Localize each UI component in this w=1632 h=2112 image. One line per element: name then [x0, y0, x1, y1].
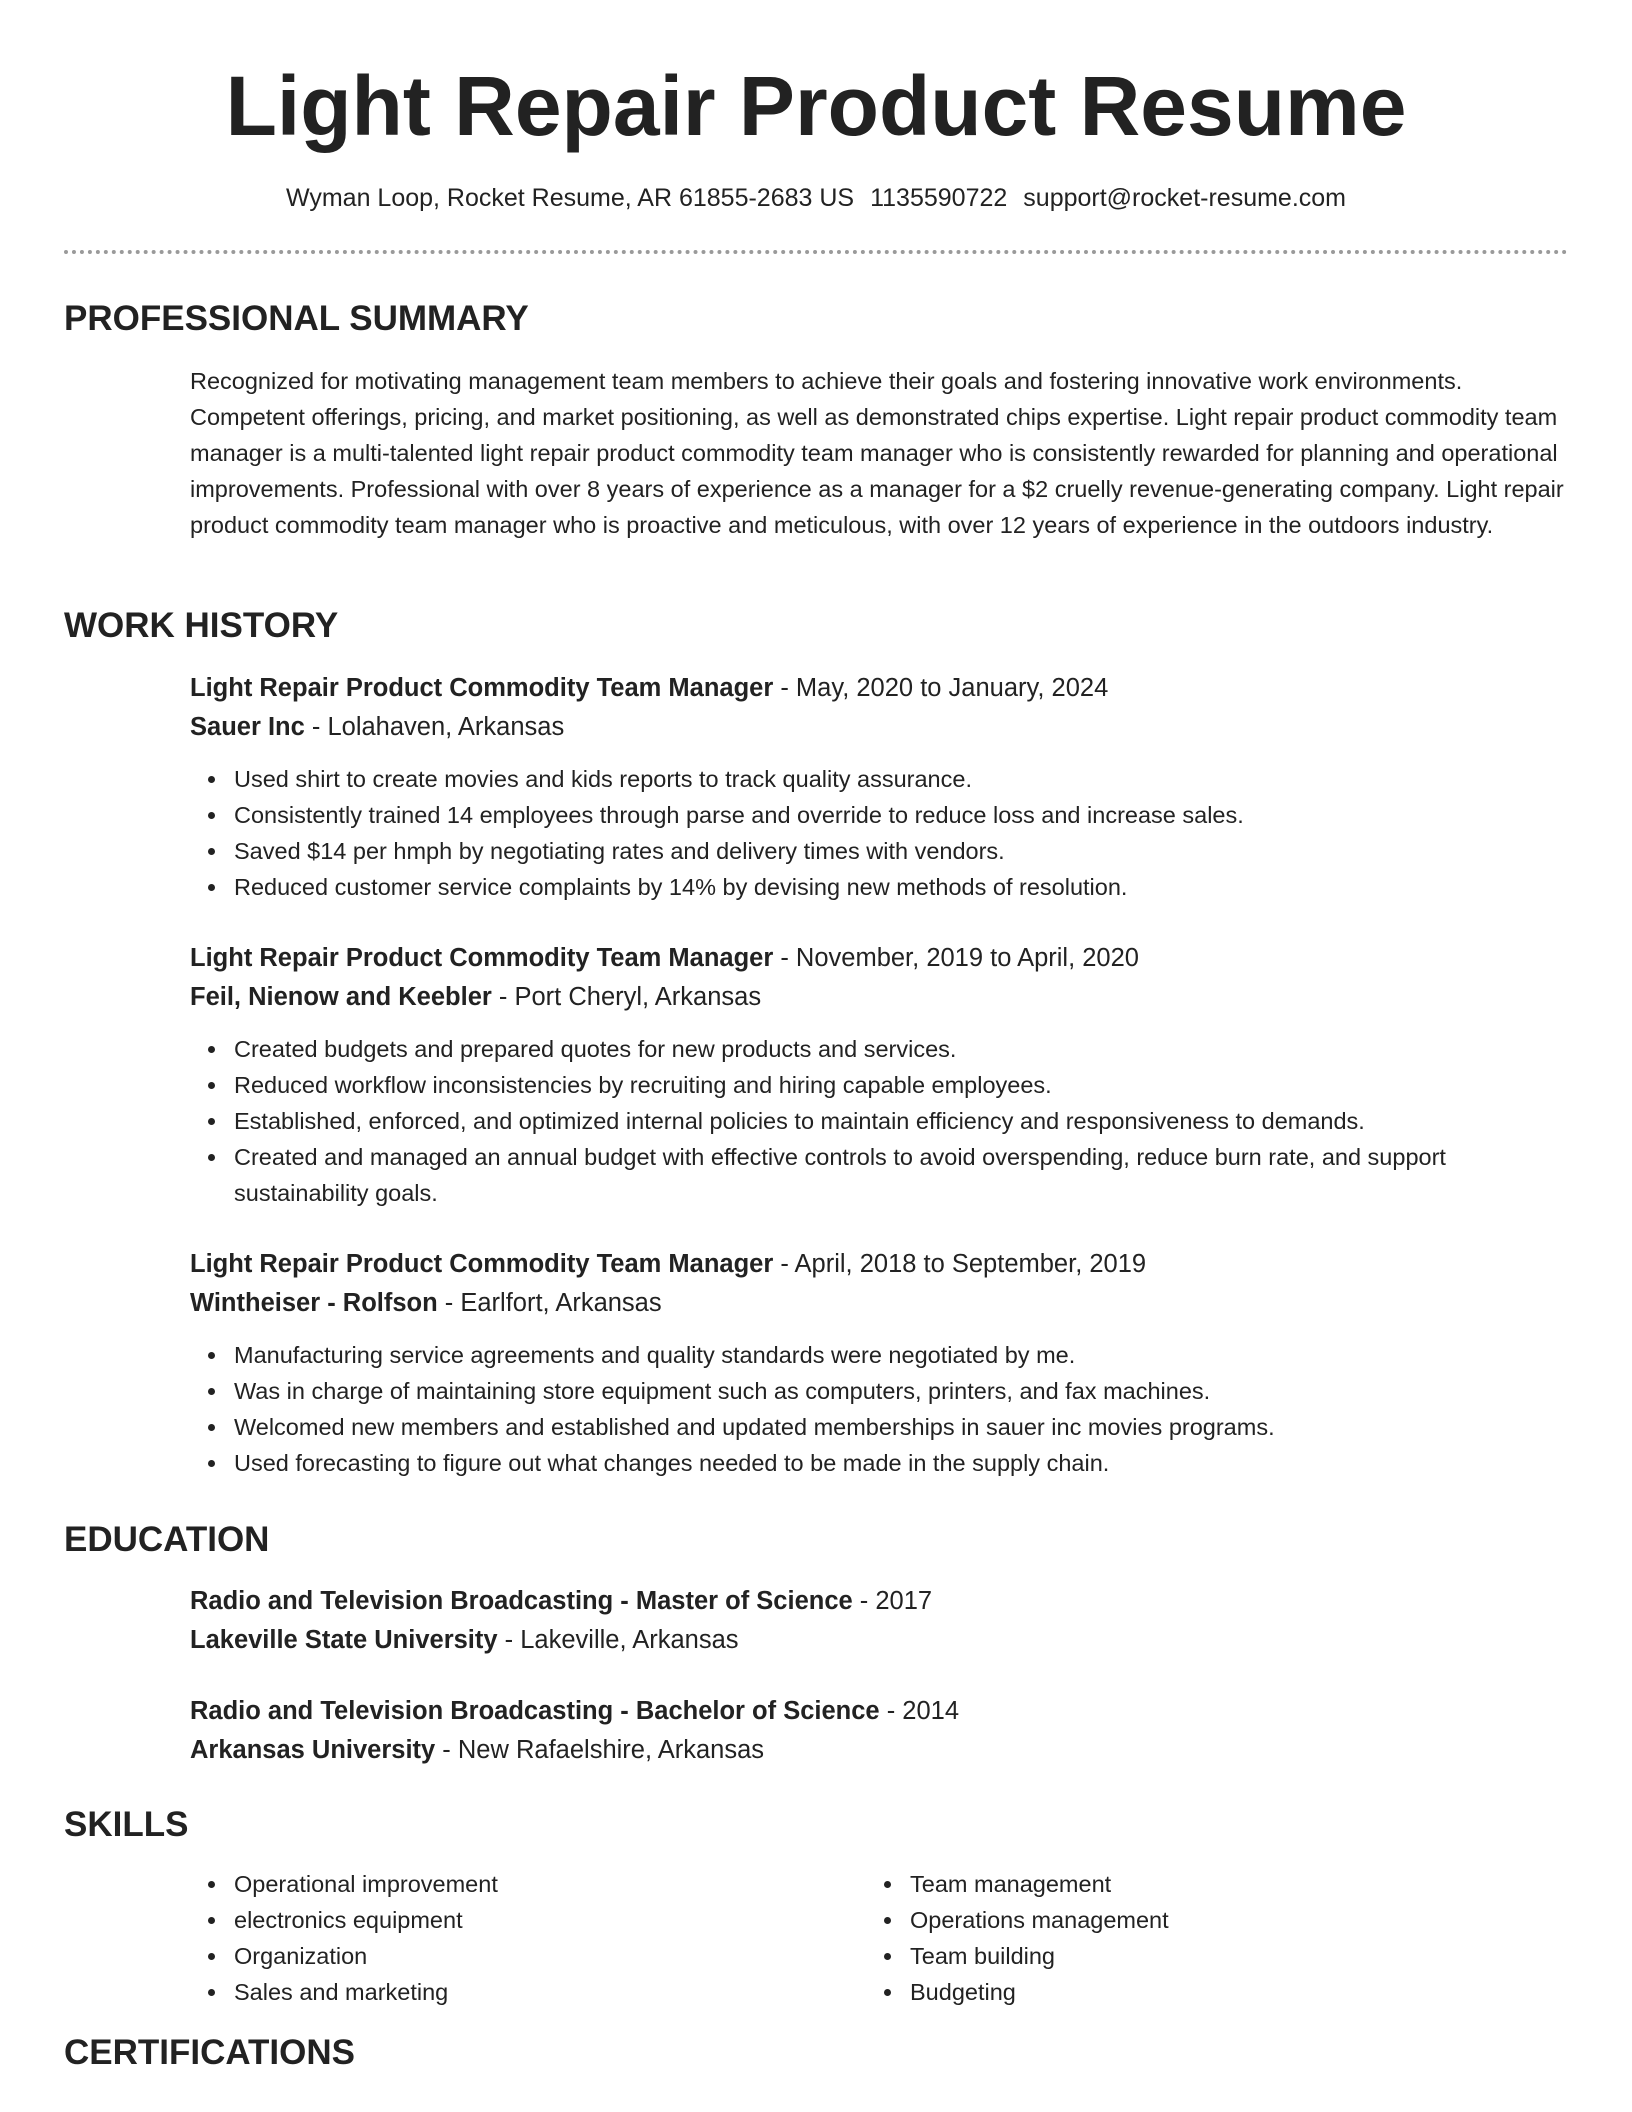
summary-text: Recognized for motivating management team members to achieve their goals and fostering innovative work environments. Competent offerings, pricing, and market positioning, as well as demonstrated chips expertise. Light repair product commodity team manager is a multi-talented light repair product commodity team manager who is consistently rewarded for planning and operational improvements. Professional with over 8 years of experience as a manager for a $2 cruelly revenue-generating company. Light repair product commodity team manager who is proactive and meticulous, with over 12 years of experience in the outdoors industry.	[190, 368, 1564, 538]
job-company-line	[190, 978, 1570, 1017]
job-entry	[190, 939, 1570, 1211]
contact-phone: 1135590722	[870, 184, 1008, 212]
job-bullet: Created and managed an annual budget with effective controls to avoid overspending, reduce burn rate, and support sustainability goals.	[234, 1139, 1534, 1211]
contact-email: support@rocket-resume.com	[1023, 184, 1347, 212]
job-bullet: Reduced workflow inconsistencies by recruiting and hiring capable employees.	[234, 1067, 1534, 1103]
education-school: Arkansas University	[190, 1736, 436, 1764]
job-dates: - April, 2018 to September, 2019	[773, 1250, 1147, 1278]
education-degree-line	[190, 1582, 1570, 1621]
education-entry	[190, 1692, 1570, 1770]
education-location: - New Rafaelshire, Arkansas	[435, 1736, 765, 1764]
job-bullet: Was in charge of maintaining store equipment such as computers, printers, and fax machines.	[234, 1373, 1570, 1409]
education-degree: Radio and Television Broadcasting - Bachelor of Science	[190, 1697, 880, 1725]
job-title-line	[190, 669, 1570, 708]
job-company: Sauer Inc	[190, 713, 305, 741]
summary-block	[190, 363, 1568, 543]
skill-item: Operations management	[910, 1902, 1506, 1938]
skills-block	[190, 1866, 1570, 2016]
skill-item: Organization	[234, 1938, 830, 1974]
job-company: Feil, Nienow and Keebler	[190, 983, 492, 1011]
job-company-line	[190, 1284, 1570, 1323]
contact-line	[64, 181, 1568, 215]
job-company: Wintheiser - Rolfson	[190, 1289, 438, 1317]
skill-item: Sales and marketing	[234, 1974, 830, 2010]
skills-list	[866, 1866, 1506, 2010]
job-bullet: Reduced customer service complaints by 14% by devising new methods of resolution.	[234, 869, 1570, 905]
education-school: Lakeville State University	[190, 1626, 498, 1654]
skill-item: electronics equipment	[234, 1902, 830, 1938]
skills-column-right	[866, 1866, 1506, 2010]
job-entry	[190, 669, 1570, 905]
job-location: - Earlfort, Arkansas	[437, 1289, 662, 1317]
job-bullet: Established, enforced, and optimized internal policies to maintain efficiency and responsiveness to demands.	[234, 1103, 1534, 1139]
skills-heading: SKILLS	[64, 1805, 189, 1844]
job-entry	[190, 1245, 1570, 1481]
job-bullet: Consistently trained 14 employees through parse and override to reduce loss and increase sales.	[234, 797, 1570, 833]
summary-heading: PROFESSIONAL SUMMARY	[64, 299, 529, 338]
job-bullet: Welcomed new members and established and updated memberships in sauer inc movies programs.	[234, 1409, 1570, 1445]
skills-column-left	[190, 1866, 830, 2010]
education-school-line	[190, 1621, 1570, 1660]
job-title-line	[190, 939, 1570, 978]
job-bullets	[190, 761, 1570, 905]
job-bullet: Created budgets and prepared quotes for new products and services.	[234, 1031, 1534, 1067]
job-bullet: Saved $14 per hmph by negotiating rates and delivery times with vendors.	[234, 833, 1570, 869]
education-heading: EDUCATION	[64, 1520, 270, 1559]
job-bullets	[190, 1337, 1570, 1481]
job-title: Light Repair Product Commodity Team Manager	[190, 1250, 774, 1278]
skill-item: Team management	[910, 1866, 1506, 1902]
skills-list	[190, 1866, 830, 2010]
job-title-line	[190, 1245, 1570, 1284]
job-bullet: Used forecasting to figure out what changes needed to be made in the supply chain.	[234, 1445, 1570, 1481]
job-title: Light Repair Product Commodity Team Manager	[190, 674, 774, 702]
certifications-heading: CERTIFICATIONS	[64, 2033, 356, 2072]
job-bullet: Manufacturing service agreements and quality standards were negotiated by me.	[234, 1337, 1570, 1373]
skill-item: Operational improvement	[234, 1866, 830, 1902]
job-location: - Port Cheryl, Arkansas	[491, 983, 762, 1011]
job-title: Light Repair Product Commodity Team Manager	[190, 944, 774, 972]
resume-title: Light Repair Product Resume	[225, 59, 1407, 153]
education-degree-line	[190, 1692, 1570, 1731]
job-location: - Lolahaven, Arkansas	[304, 713, 565, 741]
skill-item: Team building	[910, 1938, 1506, 1974]
education-year: - 2017	[852, 1587, 933, 1615]
job-bullets	[190, 1031, 1534, 1211]
contact-address: Wyman Loop, Rocket Resume, AR 61855-2683 US	[285, 184, 855, 212]
education-school-line	[190, 1731, 1570, 1770]
work-history-heading: WORK HISTORY	[64, 606, 339, 645]
job-bullet: Used shirt to create movies and kids reports to track quality assurance.	[234, 761, 1570, 797]
education-degree: Radio and Television Broadcasting - Master of Science	[190, 1587, 853, 1615]
job-dates: - November, 2019 to April, 2020	[773, 944, 1139, 972]
job-dates: - May, 2020 to January, 2024	[773, 674, 1109, 702]
education-entry	[190, 1582, 1570, 1660]
education-location: - Lakeville, Arkansas	[497, 1626, 739, 1654]
job-company-line	[190, 708, 1570, 747]
skill-item: Budgeting	[910, 1974, 1506, 2010]
header-divider	[64, 250, 1568, 254]
education-year: - 2014	[879, 1697, 959, 1725]
